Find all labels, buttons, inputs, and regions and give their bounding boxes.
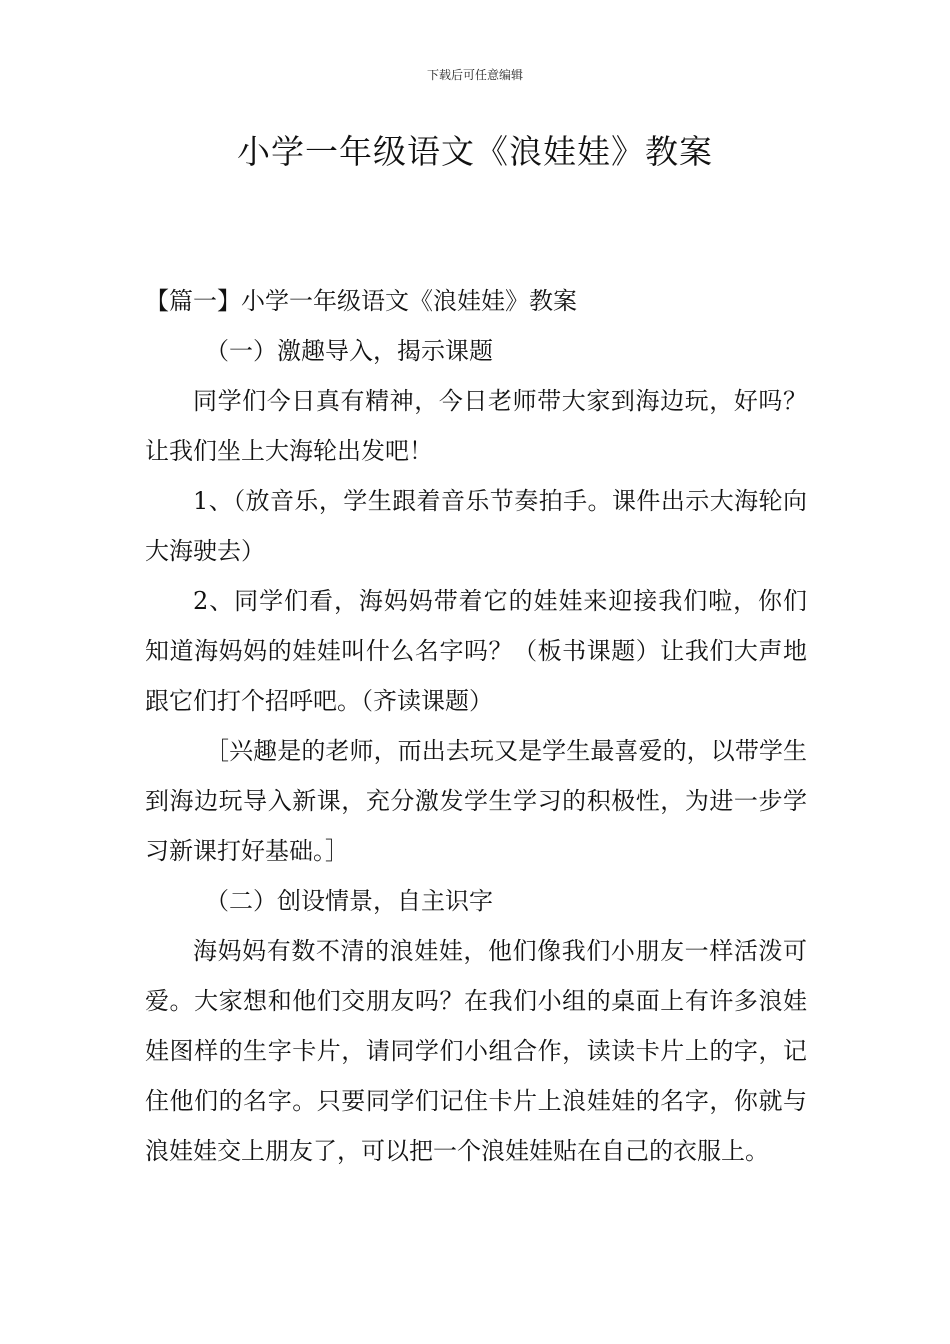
paragraph: 海妈妈有数不清的浪娃娃，他们像我们小朋友一样活泼可爱。大家想和他们交朋友吗？在我们小组的桌面上有许多浪娃娃图样的生字卡片，请同学们小组合作，读读卡片上的字，记住他们的名字。只要同学们记住卡片上浪娃娃的名字，你就与浪娃娃交上朋友了，可以把一个浪娃娃贴在自己的衣服上。 [145, 937, 807, 1165]
paragraph: 2、同学们看，海妈妈带着它的娃娃来迎接我们啦，你们知道海妈妈的娃娃叫什么名字吗？（板书课题）让我们大声地跟它们打个招呼吧。（齐读课题） [145, 587, 807, 715]
document-title: 小学一年级语文《浪娃娃》教案 [237, 132, 713, 171]
paragraph: 同学们今日真有精神，今日老师带大家到海边玩，好吗？让我们坐上大海轮出发吧！ [145, 387, 807, 465]
subsection-heading: （二）创设情景，自主识字 [205, 887, 493, 915]
paragraph: 1、（放音乐，学生跟着音乐节奏拍手。课件出示大海轮向大海驶去） [145, 487, 807, 565]
paragraph: ［兴趣是的老师，而出去玩又是学生最喜爱的，以带学生到海边玩导入新课，充分激发学生学习的积极性，为进一步学习新课打好基础。］ [145, 737, 807, 865]
section-heading: 【篇一】小学一年级语文《浪娃娃》教案 [145, 287, 577, 315]
document-body [145, 276, 807, 1176]
subsection-heading: （一）激趣导入，揭示课题 [205, 337, 493, 365]
header-note: 下载后可任意编辑 [426, 68, 523, 82]
